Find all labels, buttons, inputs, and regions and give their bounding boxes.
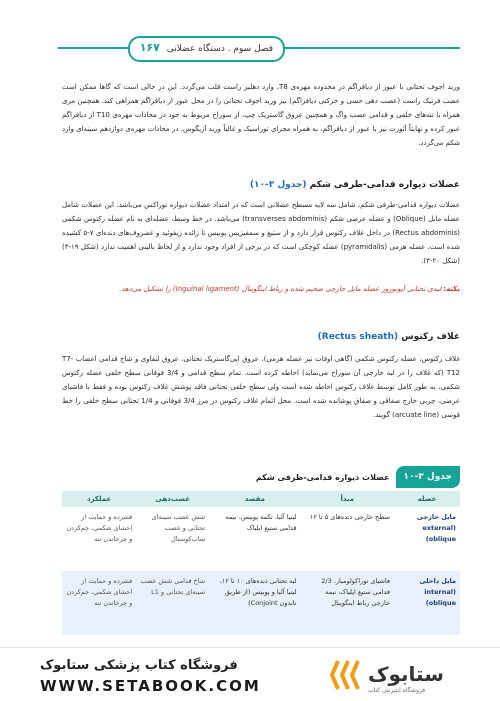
chapter-title: فصل سوم . دستگاه عضلانی (166, 44, 273, 54)
cell-nerve: شش عصب سینه‌ای تحتانی و عصب ساب‌کوستال (136, 507, 209, 571)
cell-action: فشرده و حمایت از احشای شکمی، خم‌کردن و چرخاندن تنه (62, 571, 136, 635)
clinical-note (62, 282, 460, 296)
section-heading-rectus-sheath (318, 332, 460, 342)
paragraph-abdominal-muscles: عضلات دیواره قدامی-طرفی شکم، شامل سه لایه مسطح عضلانی است که در امتداد عضلات دیواره توراکس می‌باشد. این عضلات شامل عضله مایل (Oblique) و عضله عرضی شکم (transverses abdominis) می‌باشد. در خط وسط، عضله‌ای به نام عضله رکتوس شکمی (Rectus abdominis) در داخل غلاف رکتوس قرار دارد و از ستیغ و سمفیزیس پوبیس تا زائده زیفوئید و غضروف‌های دنده‌ای ۷-۵ کشیده شده است. عضله هرمی (pyramidalis) عضله کوچکی است که در برخی از افراد وجود ندارد و از لحاظ بالینی اهمیت ندارد (شکل ۱۹-۳) (شکل ۲۰-۳). (62, 201, 460, 265)
heading-text: عضلات دیواره قدامی-طرفی شکم (309, 180, 460, 190)
store-name: فروشگاه کتاب پزشکی ستابوک (40, 658, 238, 673)
page-number: ۱۶۷ (139, 41, 160, 54)
column-header: عصب‌دهی (136, 491, 209, 507)
table-header-row (62, 491, 460, 507)
header-pill (128, 36, 285, 62)
cell-insertion: لبه تحتانی دنده‌های ۱۰ تا ۱۲، لینیا آلبا و پوبیس (از طریق تاندون Conjoint) (209, 571, 300, 635)
logo-subtitle: فروشگاه اینترنتی کتاب (368, 687, 426, 694)
heading-text: غلاف رکتوس (401, 332, 460, 342)
note-text: لبه‌ی تحتانی آپونوروز عضله مایل خارجی ضخیم شده و رباط اینگوینال (Inguinal ligament) را تشکیل می‌دهد. (119, 285, 442, 293)
cell-muscle: مایل خارجی (external oblique) (394, 507, 460, 571)
column-header: مبدأ (301, 491, 394, 507)
muscles-table (62, 491, 460, 635)
store-url[interactable]: WWW.SETABOOK.COM (40, 677, 261, 695)
note-label: نکته: (443, 285, 460, 293)
heading-english: (Rectus sheath) (317, 332, 399, 342)
column-header: مقصد (209, 491, 300, 507)
table-row (62, 571, 460, 635)
column-header: عملکرد (62, 491, 136, 507)
table-caption (256, 466, 460, 488)
cell-insertion: لینیا آلبا، تکمه پوبیس، نیمه قدامی ستیغ ایلیاک (209, 507, 300, 571)
table-title: عضلات دیواره قدامی-طرفی شکم (255, 472, 390, 482)
svg-text:ستابوک: ستابوک (368, 662, 444, 686)
table-label-badge: جدول ۳-۱۰ (396, 466, 460, 488)
cell-origin: فاشیای توراکولومبار، 2/3 قدامی ستیغ ایلیاک، نیمه خارجی رباط اینگوینال (301, 571, 394, 635)
cell-origin: سطح خارجی دنده‌های ۵ تا ۱۲ (301, 507, 394, 571)
page-header (58, 34, 460, 60)
cell-nerve: شاخ قدامی شش عصب سینه‌ای تحتانی و L1 (136, 571, 209, 635)
setabook-logo-icon (330, 655, 460, 695)
paragraph-rectus-sheath: غلاف رکتوس، عضله رکتوس شکمی (گاهی اوقات نیز عضله هرمی)، عروق اپی‌گاستریک تحتانی، عروق لنفاوی و شاخ قدامی اعصاب T7-T12 (که غلاف را در لبه خارجی آن سوراخ می‌نماید) احاطه کرده است. تمام سطح قدامی و 3/4 فوقانی سطح خلفی عضله رکتوس شکمی، به طور کامل توسط غلاف رکتوس احاطه شده است ولی سطح خلفی تحتانی فاقد پوشش غلاف رکتوس بوده و فقط با فاشیای عرضی، چربی خارج صفاقی و صفاق پوشانده شده است. محل اتمام غلاف رکتوس در مرز 3/4 فوقانی و 1/4 تحتانی سطح خلفی را خط قوسی (arcuate line) گویند. (62, 355, 460, 419)
cell-action: فشرده و حمایت از احشای شکمی، خم‌کردن و چرخاندن تنه (62, 507, 136, 571)
section-heading-abdominal-wall (250, 180, 460, 190)
paragraph-diaphragm: ورید اجوف تحتانی با عبور از دیافراگم در محدوده مهره‌ی T8، وارد دهلیز راست قلب می‌گردد. این در حالی است که گاها ممکن است عصب فرنیک راست (عصب دهی حسی و حرکتی دیافراگم) نیز ورید اجوف تحتانی را در محل عبور از دیافراگم همراهی کند. همچنین مری همراه با تنه‌های خلفی و قدامی عصب واگ و همچنین عروق گاستریک چپ، از سوراخ مربوط به خود در محاذات مهره‌ی T10 از دیافراگم عبور کرده و نهایتاً آئورت نیز با عبور از دیافراگم، به همراه مجرای توراسیک و غالباً ورید آزیگوس، در محاذات مهره‌ی دوازدهم سینه‌ای وارد شکم می‌گردد. (62, 83, 460, 147)
table-row (62, 507, 460, 571)
column-header: عضله (394, 491, 460, 507)
heading-table-ref: (جدول ۳-۱۰) (249, 180, 307, 190)
cell-muscle: مایل داخلی (internal oblique) (394, 571, 460, 635)
footer-banner (0, 647, 500, 701)
